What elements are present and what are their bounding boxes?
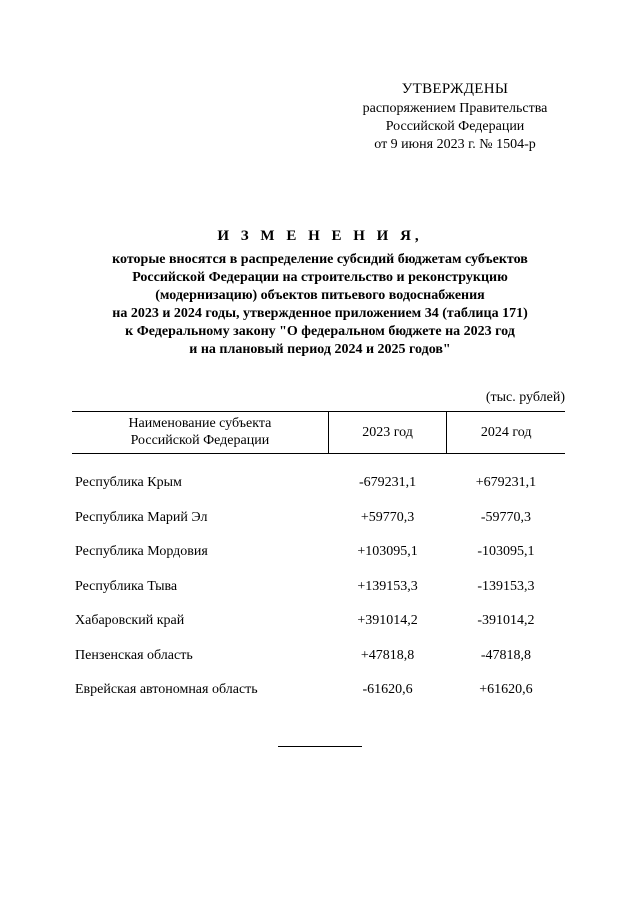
units-label: (тыс. рублей) <box>485 390 565 405</box>
header-2023: 2023 год <box>328 412 447 454</box>
subject-name: Пензенская область <box>75 647 193 663</box>
approval-status: УТВЕРЖДЕНЫ <box>401 81 509 97</box>
table-row <box>72 604 565 639</box>
subject-name: Еврейская автономная область <box>75 682 258 698</box>
table-header-row <box>72 412 565 454</box>
value-2024: -47818,8 <box>480 647 532 663</box>
value-2024: -391014,2 <box>477 613 535 629</box>
header-2024: 2024 год <box>447 412 565 454</box>
value-2023: +59770,3 <box>360 509 415 525</box>
value-2023: +47818,8 <box>360 647 415 663</box>
table-row <box>72 501 565 536</box>
table-row <box>72 639 565 674</box>
document-subtitle-line: и на плановый период 2024 и 2025 годов" <box>189 342 451 357</box>
approval-date: от 9 июня 2023 г. № 1504-р <box>374 137 536 152</box>
value-2024: -59770,3 <box>480 509 532 525</box>
approval-line: распоряжением Правительства <box>362 101 548 116</box>
approval-block <box>345 80 565 154</box>
table-row <box>72 570 565 605</box>
document-subtitle-line: к Федеральному закону "О федеральном бюджете на 2023 год <box>125 324 515 339</box>
document-subtitle-line: (модернизацию) объектов питьевого водоснабжения <box>155 288 485 303</box>
table-row <box>72 466 565 501</box>
subject-name: Хабаровский край <box>75 613 185 629</box>
value-2024: -139153,3 <box>477 578 535 594</box>
value-2023: -61620,6 <box>362 682 413 698</box>
table-row <box>72 673 565 708</box>
value-2023: -679231,1 <box>359 475 417 491</box>
value-2024: -103095,1 <box>477 544 535 560</box>
approval-line: Российской Федерации <box>385 119 525 134</box>
value-2024: +679231,1 <box>475 475 537 491</box>
subsidy-table <box>72 411 565 708</box>
subject-name: Республика Мордовия <box>75 544 208 560</box>
document-subtitle-line: Российской Федерации на строительство и реконструкцию <box>132 270 508 285</box>
document-subtitle-line: которые вносятся в распределение субсидий бюджетам субъектов <box>112 252 528 267</box>
value-2024: +61620,6 <box>479 682 533 698</box>
value-2023: +139153,3 <box>357 578 418 594</box>
subject-name: Республика Тыва <box>75 578 178 594</box>
value-2023: +103095,1 <box>357 544 418 560</box>
value-2023: +391014,2 <box>357 613 418 629</box>
end-divider <box>278 746 362 747</box>
subject-name: Республика Марий Эл <box>75 509 208 525</box>
document-title: И З М Е Н Е Н И Я, <box>217 228 423 244</box>
document-heading <box>60 228 580 359</box>
table-row <box>72 535 565 570</box>
subject-name: Республика Крым <box>75 475 182 491</box>
document-subtitle-line: на 2023 и 2024 годы, утвержденное приложением 34 (таблица 171) <box>112 306 528 321</box>
header-subject-name: Наименование субъекта Российской Федерации <box>72 412 328 454</box>
